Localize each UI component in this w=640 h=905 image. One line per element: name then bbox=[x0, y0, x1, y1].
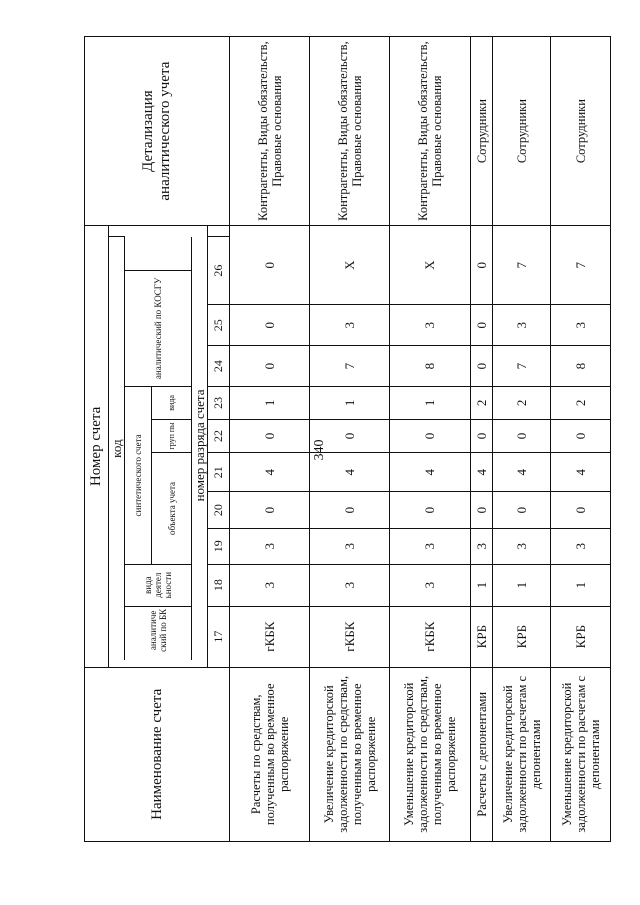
header-spacer bbox=[125, 236, 192, 270]
header-spacer bbox=[125, 655, 192, 661]
value-24: 7 bbox=[493, 346, 551, 387]
detail-text: Контрагенты, Виды обязательств, Правовые основания bbox=[310, 37, 390, 226]
value-22: 0 bbox=[230, 419, 310, 453]
table-row bbox=[493, 37, 551, 842]
header-group: груп пы bbox=[152, 419, 192, 453]
value-24: 8 bbox=[390, 346, 471, 387]
header-account-name: Наименование счета bbox=[85, 667, 230, 841]
value-22: 0 bbox=[551, 419, 611, 453]
digit-24: 24 bbox=[208, 346, 230, 387]
accounts-table bbox=[84, 36, 611, 842]
value-23: 2 bbox=[471, 387, 493, 420]
value-21: 4 bbox=[230, 453, 310, 492]
value-24: 0 bbox=[230, 346, 310, 387]
account-name: Увеличение кредиторской задолженности по расчетам с депонентами bbox=[493, 667, 551, 841]
value-22: 0 bbox=[471, 419, 493, 453]
value-18: 3 bbox=[310, 564, 390, 606]
page-number: 340 bbox=[312, 439, 327, 461]
header-synthetic: синтетического счета bbox=[125, 387, 152, 565]
account-name: Расчеты по средствам, полученным во временное распоряжение bbox=[230, 667, 310, 841]
value-23: 1 bbox=[310, 387, 390, 420]
rotated-table-container bbox=[84, 36, 624, 842]
value-18: 3 bbox=[390, 564, 471, 606]
digit-26: 26 bbox=[208, 236, 230, 304]
digit-21: 21 bbox=[208, 453, 230, 492]
detail-text: Сотрудники bbox=[471, 37, 493, 226]
value-25: 3 bbox=[493, 305, 551, 346]
digit-20: 20 bbox=[208, 492, 230, 529]
value-24: 0 bbox=[471, 346, 493, 387]
account-name: Уменьшение кредиторской задолженности по расчетам с депонентами bbox=[551, 667, 611, 841]
header-analytic-bk: аналитиче ский по БК bbox=[125, 606, 192, 654]
detail-text: Контрагенты, Виды обязательств, Правовые основания bbox=[230, 37, 310, 226]
value-18: 3 bbox=[230, 564, 310, 606]
value-20: 0 bbox=[471, 492, 493, 529]
value-20: 0 bbox=[310, 492, 390, 529]
digit-18: 18 bbox=[208, 564, 230, 606]
value-23: 1 bbox=[390, 387, 471, 420]
value-17: КРБ bbox=[493, 606, 551, 667]
value-21: 4 bbox=[551, 453, 611, 492]
value-20: 0 bbox=[390, 492, 471, 529]
value-22: 0 bbox=[390, 419, 471, 453]
value-17: КРБ bbox=[551, 606, 611, 667]
digit-17: 17 bbox=[208, 606, 230, 667]
value-26: 0 bbox=[471, 226, 493, 305]
value-19: 3 bbox=[471, 528, 493, 564]
header-spacer bbox=[109, 226, 208, 237]
value-26: 7 bbox=[493, 226, 551, 305]
value-21: 4 bbox=[390, 453, 471, 492]
value-20: 0 bbox=[230, 492, 310, 529]
digit-22: 22 bbox=[208, 419, 230, 453]
value-21: 4 bbox=[471, 453, 493, 492]
header-code: код bbox=[109, 236, 125, 660]
account-name: Увеличение кредиторской задолженности по средствам, полученным во временное распоряжение bbox=[310, 667, 390, 841]
value-19: 3 bbox=[310, 528, 390, 564]
header-kind: вида bbox=[152, 387, 192, 420]
table-row bbox=[390, 37, 471, 842]
value-22: 0 bbox=[310, 419, 390, 453]
value-19: 3 bbox=[230, 528, 310, 564]
value-26: 0 bbox=[230, 226, 310, 305]
value-19: 3 bbox=[551, 528, 611, 564]
value-21: 4 bbox=[310, 453, 390, 492]
value-25: 3 bbox=[310, 305, 390, 346]
digit-23: 23 bbox=[208, 387, 230, 420]
header-spacer bbox=[109, 661, 208, 667]
detail-text: Сотрудники bbox=[493, 37, 551, 226]
value-23: 2 bbox=[493, 387, 551, 420]
digit-19: 19 bbox=[208, 528, 230, 564]
value-23: 1 bbox=[230, 387, 310, 420]
header-detail: Детализация аналитического учета bbox=[85, 37, 230, 226]
value-17: гКБК bbox=[310, 606, 390, 667]
value-20: 0 bbox=[493, 492, 551, 529]
table-row bbox=[551, 37, 611, 842]
value-24: 7 bbox=[310, 346, 390, 387]
value-21: 4 bbox=[493, 453, 551, 492]
value-17: гКБК bbox=[390, 606, 471, 667]
table-row bbox=[230, 37, 310, 842]
value-19: 3 bbox=[493, 528, 551, 564]
value-17: гКБК bbox=[230, 606, 310, 667]
value-18: 1 bbox=[551, 564, 611, 606]
table-row bbox=[471, 37, 493, 842]
value-18: 1 bbox=[471, 564, 493, 606]
value-22: 0 bbox=[493, 419, 551, 453]
value-25: 3 bbox=[551, 305, 611, 346]
value-25: 3 bbox=[390, 305, 471, 346]
header-kosgu: аналитический по КОСГУ bbox=[125, 270, 192, 387]
value-26: Х bbox=[390, 226, 471, 305]
value-17: КРБ bbox=[471, 606, 493, 667]
value-26: 7 bbox=[551, 226, 611, 305]
value-25: 0 bbox=[471, 305, 493, 346]
value-24: 8 bbox=[551, 346, 611, 387]
value-20: 0 bbox=[551, 492, 611, 529]
table-row bbox=[310, 37, 390, 842]
value-18: 1 bbox=[493, 564, 551, 606]
header-account-number: Номер счета bbox=[85, 226, 109, 667]
account-name: Расчеты с депонентами bbox=[471, 667, 493, 841]
digit-25: 25 bbox=[208, 305, 230, 346]
account-name: Уменьшение кредиторской задолженности по средствам, полученным во временное распоряжение bbox=[390, 667, 471, 841]
header-activity: вида деятел ьности bbox=[125, 564, 192, 606]
header-digit-number: номер разряда счета bbox=[192, 236, 208, 654]
value-19: 3 bbox=[390, 528, 471, 564]
detail-text: Сотрудники bbox=[551, 37, 611, 226]
detail-text: Контрагенты, Виды обязательств, Правовые основания bbox=[390, 37, 471, 226]
value-23: 2 bbox=[551, 387, 611, 420]
value-25: 0 bbox=[230, 305, 310, 346]
header-object: объекта учета bbox=[152, 453, 192, 564]
value-26: Х bbox=[310, 226, 390, 305]
